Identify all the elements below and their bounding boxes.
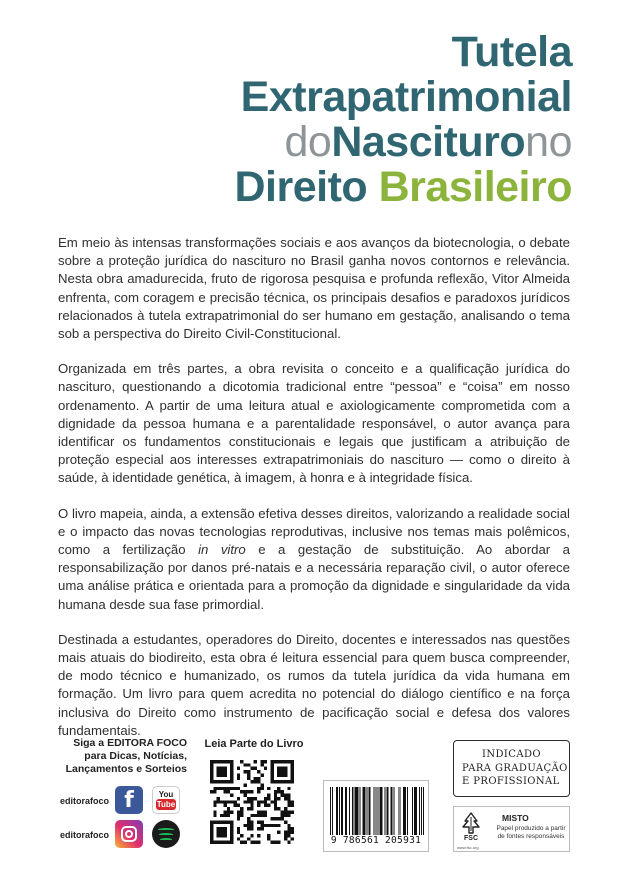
instagram-lens-shape [125, 830, 133, 838]
title-word-do: do [284, 118, 332, 166]
youtube-tube-text: Tube [156, 800, 176, 809]
title-word-no: no [525, 118, 572, 166]
social-row-2 [60, 820, 190, 852]
synopsis-paragraph-1: Em meio às intensas transformações sociais e aos avanços da biotecnologia, o debate sobre a proteção jurídica do nascituro no Brasil ganha novos contornos e relevância. Nesta obra amadurecida, fruto de rigorosa pesquisa e profunda reflexão, Vitor Almeida enfrenta, com coragem e precisão técnica, os principais desafios e paradoxos jurídicos relacionados à tutela extrapatrimonial do ser humano em gestação, analisando o tema sob a perspectiva do Direito Civil-Constitucional. [58, 235, 570, 342]
isbn-barcode [323, 780, 429, 852]
indicado-line-2: PARA GRADUAÇÃO [462, 763, 568, 774]
fsc-seal [453, 806, 570, 852]
synopsis-p3-part-a: O livro mapeia, ainda, a extensão efetiva desses direitos, valorizando a realidade social e o impacto das novas tecnologias reprodutivas, inclusive nos temas mais polêmicos, como a fertilização [58, 505, 570, 558]
facebook-icon[interactable] [115, 786, 143, 814]
social-heading-line-2: para Dicas, Notícias, [84, 750, 187, 762]
youtube-icon[interactable] [152, 786, 180, 814]
title-word-tutela: Tutela [451, 28, 572, 76]
social-heading-line-1: Siga a EDITORA FOCO [73, 737, 187, 749]
social-row-1 [60, 786, 190, 818]
title-line-2 [234, 75, 572, 120]
social-handle: editorafoco [60, 830, 110, 840]
fsc-site: www.fsc.org [457, 845, 479, 850]
fsc-tree-icon [459, 811, 483, 835]
social-heading-line-3: Lançamentos e Sorteios [65, 763, 187, 775]
isbn-number: 9 786561 205931 [330, 835, 422, 846]
synopsis-paragraph-3 [58, 505, 570, 614]
title-word-nascituro: Nascituro [331, 118, 526, 166]
title-word-direito: Direito [234, 163, 368, 211]
spotify-icon[interactable] [152, 820, 180, 848]
synopsis [58, 234, 570, 757]
youtube-you-text: You [158, 790, 174, 799]
title-word-brasileiro: Brasileiro [378, 163, 572, 211]
book-title [234, 30, 572, 210]
synopsis-paragraph-4: Destinada a estudantes, operadores do Direito, docentes e interessados nas questões mais atuais do biodireito, esta obra é leitura essencial para quem busca compreender, de modo técnico e humanizado, os rumos da tutela jurídica da vida humana em formação. Um livro para quem acredita no potencial do diálogo científico e na força inclusiva do Direito como instrumento de pacificação social e defesa dos valores fundamentais. [58, 631, 570, 738]
spotify-wave-3 [160, 838, 172, 841]
indicado-badge [453, 740, 570, 797]
qr-code[interactable] [210, 760, 294, 844]
spotify-wave-2 [159, 833, 173, 836]
spotify-wave-1 [158, 828, 174, 831]
facebook-glyph: f [124, 788, 134, 813]
title-line-1 [234, 30, 572, 75]
fsc-logo-text: FSC [464, 835, 478, 842]
barcode-bars [330, 787, 424, 835]
synopsis-p3-italic: in vitro [198, 542, 246, 558]
title-line-4 [234, 165, 572, 210]
instagram-icon[interactable] [115, 820, 143, 848]
title-word-extrapatrimonial: Extrapatrimonial [240, 73, 572, 121]
synopsis-paragraph-2: Organizada em três partes, a obra revisita o conceito e a qualificação jurídica do nascituro, questionando a dicotomia tradicional entre “pessoa” e “coisa” em nosso ordenamento. A partir de uma leitura atual e axiologicamente comprometida com a dignidade da pessoa humana e a parentalidade responsável, o autor avança para identificar os fundamentos constitucionais e legais que justificam a atribuição de proteção especial aos interesses extrapatrimoniais do nascituro — como o direito à saúde, à identidade genética, à imagem, à honra e à integridade física. [58, 361, 570, 486]
fsc-paper-text: Papel produzido a partir de fontes responsáveis [496, 825, 566, 840]
indicado-line-1: INDICADO [482, 749, 541, 760]
title-line-3 [234, 120, 572, 165]
synopsis-p3-part-b: e a gestação de substituição. Ao abordar a responsabilização por danos pré-natais e a necessária reparação civil, o autor oferece uma análise prática e orientada para a promoção da dignidade e singularidade da vida humana desde sua fase primordial. [58, 542, 570, 612]
barcode-stripes [330, 787, 424, 835]
social-heading [62, 737, 187, 776]
social-handle: editorafoco [60, 796, 110, 806]
indicado-line-3: E PROFISSIONAL [462, 776, 560, 787]
fsc-misto: MISTO [502, 813, 529, 823]
qr-heading: Leia Parte do Livro [204, 738, 304, 750]
